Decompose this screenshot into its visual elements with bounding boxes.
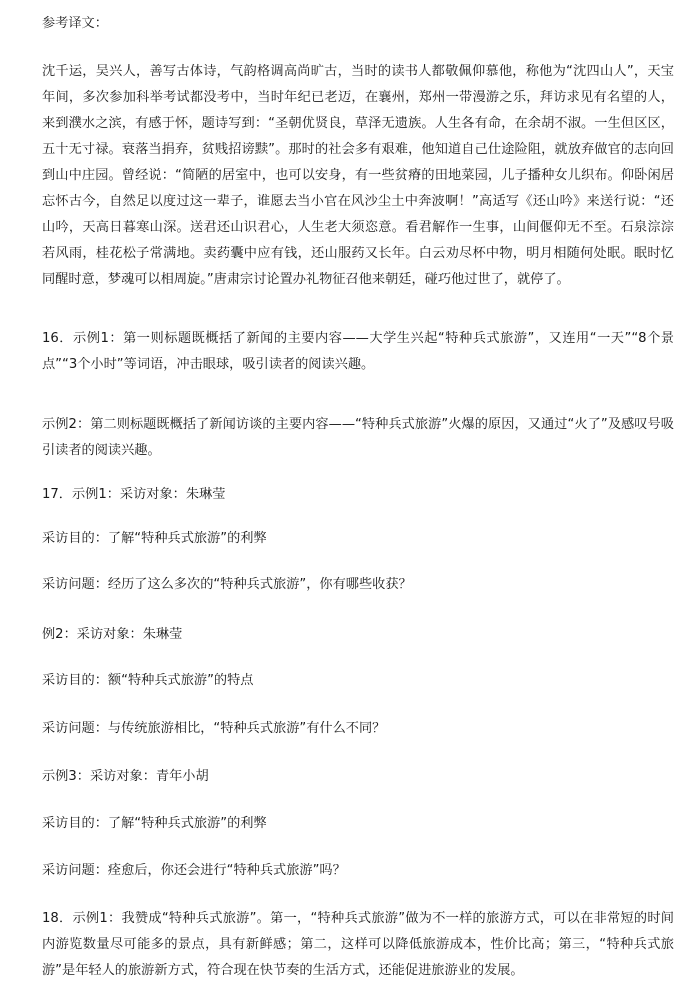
q16-example-2: 示例2：第二则标题既概括了新闻访谈的主要内容——“特种兵式旅游”火爆的原因，又通过“火了”及感叹号吸引读者的阅读兴趣。 (42, 417, 674, 458)
translation-paragraph: 沈千运，吴兴人，善写古体诗，气韵格调高尚旷古，当时的读书人都敬佩仰慕他，称他为“沈四山人”，天宝年间，多次参加科举考试都没考中，当时年纪已老迈，在襄州，郑州一带漫游之乐，拜访求见有名望的人，来到濮水之滨，有感于怀，题诗写到：“圣朝优贤良，草泽无遗族。人生各有命，在余胡不淑。一生但区区，五十无寸禄。衰落当捐弃，贫贱招谤黩”。那时的社会多有艰难，他知道自己仕途险阻，就放弃做官的志向回到山中庄园。曾经说：“简陋的居室中，也可以安身，有一些贫瘠的田地菜园，儿子播种女儿织布。仰卧闲居忘怀古今，自然足以度过这一辈子，谁愿去当小官在风沙尘土中奔波啊！”高适写《还山吟》来送行说：“还山吟，天高日暮寒山深。送君还山识君心，人生老大须恣意。看君解作一生事，山间偃仰无不至。石泉淙淙若风雨，桂花松子常满地。卖药囊中应有钱，还山服药又长年。白云劝尽杯中物，明月相随何处眠。眠时忆同醒时意，梦魂可以相周旋。”唐肃宗讨论置办礼物征召他来朝廷，碰巧他过世了，就停了。 (42, 64, 674, 287)
q18-example-1: 18．示例1：我赞成“特种兵式旅游”。第一，“特种兵式旅游”做为不一样的旅游方式，可以在非常短的时间内游览数量尽可能多的景点，具有新鲜感；第二，这样可以降低旅游成本，性价比高；第三，“特种兵式旅游”是年轻人的旅游新方式，符合现在快节奏的生活方式，还能促进旅游业的发展。 (42, 911, 674, 978)
q16-example-1: 16．示例1：第一则标题既概括了新闻的主要内容——大学生兴起“特种兵式旅游”，又连用“一天”“8个景点”“3个小时”等词语，冲击眼球，吸引读者的阅读兴趣。 (42, 331, 674, 372)
q17-example1-purpose: 采访目的：了解“特种兵式旅游”的利弊 (42, 531, 267, 546)
q17-example1-object: 17．示例1：采访对象：朱琳莹 (42, 487, 226, 502)
q17-example3-object: 示例3：采访对象：青年小胡 (42, 769, 209, 784)
q17-example1-question: 采访问题：经历了这么多次的“特种兵式旅游”，你有哪些收获？ (42, 577, 412, 592)
q17-example2-question: 采访问题：与传统旅游相比，“特种兵式旅游”有什么不同？ (42, 721, 386, 736)
q17-example2-purpose: 采访目的：额“特种兵式旅游”的特点 (42, 673, 254, 688)
q17-example3-question: 采访问题：痊愈后，你还会进行“特种兵式旅游”吗？ (42, 863, 346, 878)
translation-heading: 参考译文： (42, 16, 108, 31)
q17-example3-purpose: 采访目的：了解“特种兵式旅游”的利弊 (42, 816, 267, 831)
q17-example2-object: 例2：采访对象：朱琳莹 (42, 627, 183, 642)
